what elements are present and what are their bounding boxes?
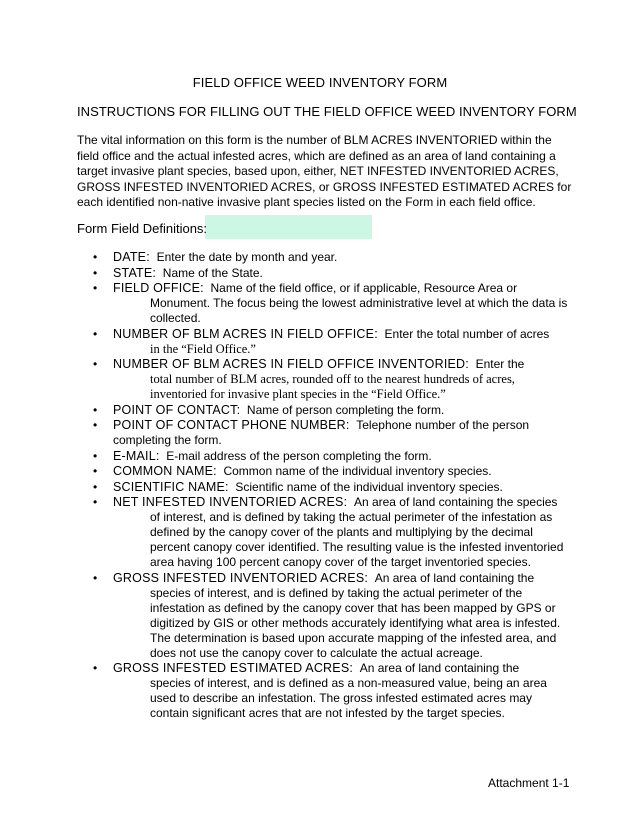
form-field-definitions-label: Form Field Definitions: — [77, 221, 208, 236]
definition-term: GROSS INFESTED INVENTORIED ACRES: — [113, 570, 369, 585]
form-title: FIELD OFFICE WEED INVENTORY FORM — [192, 75, 448, 90]
definition-text: An area of land containing the species — [353, 495, 558, 509]
definition-term: COMMON NAME: — [113, 464, 217, 478]
definition-continuation: Monument. The focus being the lowest administrative level at which the data is collected. — [150, 296, 568, 325]
definition-item-net-infested — [0, 495, 640, 570]
definition-text: Name of the State. — [162, 265, 263, 280]
definitions-list — [0, 250, 640, 722]
definition-continuation: total number of BLM acres, rounded off to the nearest hundreds of acres, inventoried for invasive plant species in the “Field Office.” — [150, 372, 515, 401]
definition-term: FIELD OFFICE: — [113, 281, 204, 295]
bullet-icon: • — [93, 326, 98, 341]
definition-term: DATE: — [113, 250, 150, 264]
definition-text: An area of land containing the — [374, 570, 535, 585]
definition-term: GROSS INFESTED ESTIMATED ACRES: — [113, 661, 354, 675]
instructions-heading: INSTRUCTIONS FOR FILLING OUT THE FIELD OFFICE WEED INVENTORY FORM — [77, 104, 577, 119]
definition-item-gross-infested-inventoried — [0, 571, 640, 661]
bullet-icon: • — [93, 357, 98, 371]
bullet-icon: • — [93, 281, 98, 295]
definition-text: Enter the total number of acres — [384, 326, 550, 341]
attachment-label: Attachment 1-1 — [488, 776, 570, 790]
bullet-icon: • — [93, 464, 98, 478]
definition-item-state — [0, 266, 640, 281]
definition-continuation: species of interest, and is defined as a non-measured value, being an area used to describe an infestation. The gross infested estimated acres may contain significant acres that are not infested by the target species. — [150, 676, 547, 720]
definition-item-phone-number — [0, 418, 640, 448]
intro-paragraph: The vital information on this form is the number of BLM ACRES INVENTORIED within the field office and the actual infested acres, which are defined as an area of land containing a target invasive plant species, based upon, either, NET INFESTED INVENTORIED ACRES, GROSS INFESTED INVENTORIED ACRES, or GROSS INFESTED ESTIMATED ACRES for each identified non-native invasive plant species listed on the Form in each field office. — [77, 133, 572, 209]
bullet-icon: • — [93, 418, 98, 432]
bullet-icon: • — [93, 479, 98, 494]
definition-text: Telephone number of the person completing the form. — [113, 418, 530, 447]
definition-continuation: in the “Field Office.” — [150, 341, 256, 356]
definition-text: Common name of the individual inventory species. — [223, 464, 492, 478]
definition-text: An area of land containing the — [359, 661, 520, 675]
definition-text: E-mail address of the person completing the form. — [166, 448, 432, 463]
definition-item-date — [0, 250, 640, 265]
definition-term: POINT OF CONTACT: — [113, 402, 241, 417]
bullet-icon: • — [93, 495, 98, 509]
definition-term: NUMBER OF BLM ACRES IN FIELD OFFICE INVENTORIED: — [113, 357, 469, 371]
definition-term: NUMBER OF BLM ACRES IN FIELD OFFICE: — [113, 326, 378, 341]
definition-continuation: of interest, and is defined by taking the actual perimeter of the infestation as defined by the canopy cover of the plants and multiplying by the decimal percent canopy cover identified. The resulting value is the infested inventoried area having 100 percent canopy cover of the target inventoried species. — [150, 510, 564, 569]
bullet-icon: • — [93, 570, 98, 585]
bullet-icon: • — [93, 402, 98, 417]
definition-item-point-of-contact — [0, 403, 640, 418]
highlight-box — [205, 215, 372, 239]
definition-text: Enter the date by month and year. — [156, 250, 338, 264]
definition-term: STATE: — [113, 265, 157, 280]
definition-item-field-office — [0, 281, 640, 326]
bullet-icon: • — [93, 448, 98, 463]
definition-item-gross-infested-estimated — [0, 661, 640, 721]
definition-text: Enter the — [475, 357, 525, 371]
definition-item-email — [0, 449, 640, 464]
definition-term: NET INFESTED INVENTORIED ACRES: — [113, 495, 348, 509]
bullet-icon: • — [93, 250, 98, 264]
definition-item-blm-acres — [0, 327, 640, 357]
bullet-icon: • — [93, 661, 98, 675]
definition-text: Scientific name of the individual inventory species. — [235, 479, 503, 494]
definition-term: SCIENTIFIC NAME: — [113, 479, 229, 494]
definition-item-scientific-name — [0, 480, 640, 495]
definition-term: E-MAIL: — [113, 448, 160, 463]
definition-term: POINT OF CONTACT PHONE NUMBER: — [113, 418, 350, 432]
definition-item-common-name — [0, 464, 640, 479]
definition-item-blm-acres-inventoried — [0, 357, 640, 402]
definition-text: Name of the field office, or if applicable, Resource Area or — [210, 281, 518, 295]
definition-text: Name of person completing the form. — [246, 402, 445, 417]
definition-continuation: species of interest, and is defined by taking the actual perimeter of the infestation as defined by the canopy cover that has been mapped by GPS or digitized by GIS or other methods accurately identifying what area is infested. The determination is based upon accurate mapping of the infested area, and does not use the canopy cover to calculate the actual acreage. — [150, 585, 561, 660]
bullet-icon: • — [93, 265, 98, 280]
